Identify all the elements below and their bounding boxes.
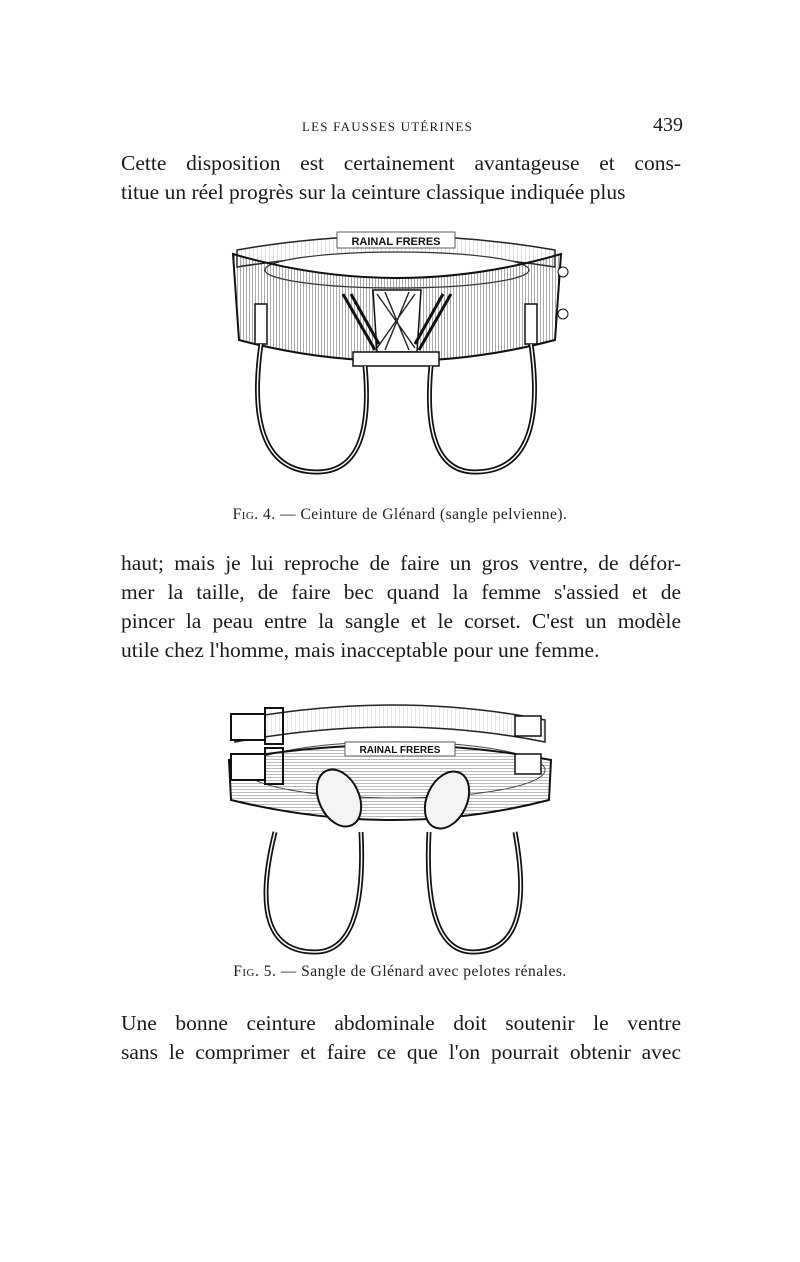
figure-4-caption (120, 506, 680, 524)
paragraph-line: pincer la peau entre la sangle et le corset. C'est un modèle (121, 609, 681, 633)
running-header (120, 116, 685, 138)
figure-label: Fig. 5. (233, 963, 277, 980)
paragraph-line: mer la taille, de faire bec quand la femme s'assied et de (121, 580, 681, 604)
figure-5-belt-illustration (215, 690, 565, 960)
belt-stamp-text: RAINAL FRERES (359, 745, 441, 756)
figure-5-caption (120, 963, 680, 981)
belt-drawing (215, 690, 565, 960)
paragraph-line: Une bonne ceinture abdominale doit soutenir le ventre (121, 1011, 681, 1035)
paragraph-line: Cette disposition est certainement avantageuse et cons- (121, 151, 681, 175)
figure-label: Fig. 4. (232, 506, 276, 523)
paragraph-3 (121, 1009, 681, 1067)
paragraph-1 (121, 149, 681, 207)
figure-4-belt-illustration (225, 222, 575, 490)
figure-caption-text: — Ceinture de Glénard (sangle pelvienne). (280, 506, 568, 523)
paragraph-line: sans le comprimer et faire ce que l'on pourrait obtenir avec (121, 1040, 681, 1064)
paragraph-line: utile chez l'homme, mais inacceptable pour une femme. (121, 638, 600, 662)
paragraph-2 (121, 549, 681, 665)
page-number: 439 (653, 114, 683, 136)
running-title: LES FAUSSES UTÉRINES (302, 119, 474, 134)
paragraph-line: titue un réel progrès sur la ceinture classique indiquée plus (121, 180, 626, 204)
paragraph-line: haut; mais je lui reproche de faire un gros ventre, de défor- (121, 551, 681, 575)
belt-drawing (225, 222, 575, 490)
belt-stamp-text: RAINAL FRERES (351, 236, 441, 248)
figure-caption-text: — Sangle de Glénard avec pelotes rénales. (280, 963, 567, 980)
